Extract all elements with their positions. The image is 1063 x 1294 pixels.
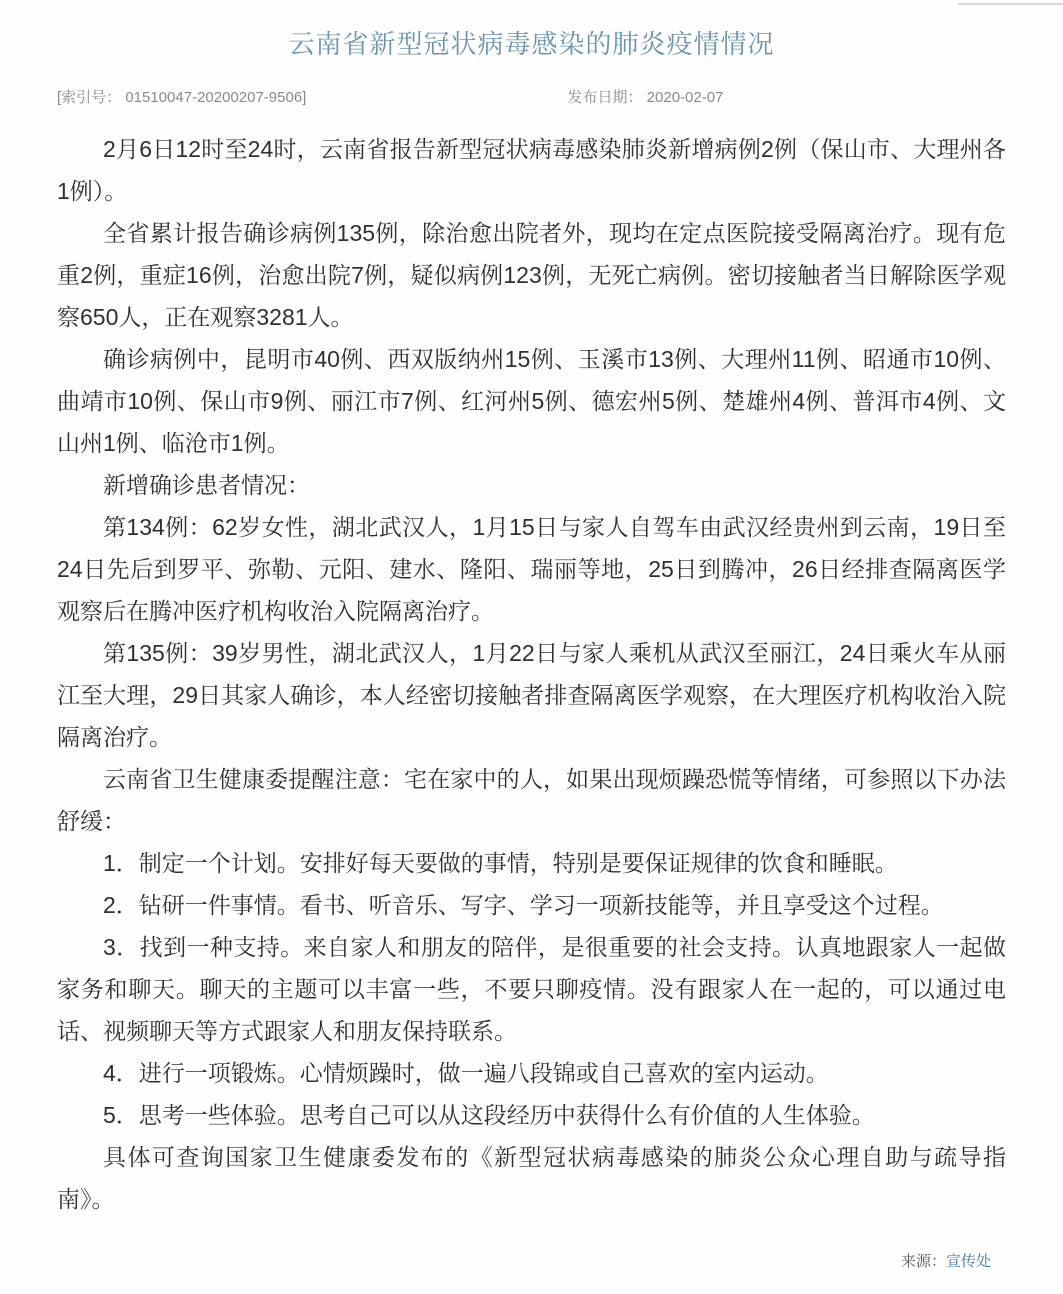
paragraph-case-135: 第135例：39岁男性，湖北武汉人，1月22日与家人乘机从武汉至丽江，24日乘火车从丽江至大理，29日其家人确诊，本人经密切接触者排查隔离医学观察，在大理医疗机构收治入院隔离治疗。	[57, 640, 1006, 750]
source-link[interactable]: 宣传处	[945, 1253, 991, 1270]
paragraph-new-cases: 2月6日12时至24时，云南省报告新型冠状病毒感染肺炎新增病例2例（保山市、大理州各1例）。	[57, 136, 1006, 204]
source-label: 来源：	[900, 1253, 946, 1270]
page-title: 云南省新型冠状病毒感染的肺炎疫情情况	[288, 29, 775, 59]
paragraph-cumulative-stats: 全省累计报告确诊病例135例，除治愈出院者外，现均在定点医院接受隔离治疗。现有危重2例，重症16例，治愈出院7例，疑似病例123例，无死亡病例。密切接触者当日解除医学观察650人，正在观察3281人。	[57, 220, 1006, 330]
list-item-exercise: 4．进行一项锻炼。心情烦躁时，做一遍八段锦或自己喜欢的室内运动。	[103, 1060, 829, 1086]
paragraph-health-reminder: 云南省卫生健康委提醒注意：宅在家中的人，如果出现烦躁恐慌等情绪，可参照以下办法舒缓：	[57, 766, 1006, 834]
list-item-make-a-plan: 1．制定一个计划。安排好每天要做的事情，特别是要保证规律的饮食和睡眠。	[103, 850, 898, 876]
document-body	[57, 128, 1006, 1220]
index-number: [索引号： 01510047-20200207-9506]	[57, 89, 307, 106]
source-row	[901, 1252, 991, 1272]
paragraph-new-patients-heading: 新增确诊患者情况：	[103, 472, 310, 498]
paragraph-cases-by-city: 确诊病例中，昆明市40例、西双版纳州15例、玉溪市13例、大理州11例、昭通市10例、曲靖市10例、保山市9例、丽江市7例、红河州5例、德宏州5例、楚雄州4例、普洱市4例、文山州1例、临沧市1例。	[57, 346, 1006, 456]
publish-date: 发布日期： 2020-02-07	[567, 89, 724, 106]
paragraph-guide-reference: 具体可查询国家卫生健康委发布的《新型冠状病毒感染的肺炎公众心理自助与疏导指南》。	[57, 1144, 1006, 1212]
list-item-reflect: 5．思考一些体验。思考自己可以从这段经历中获得什么有价值的人生体验。	[103, 1102, 875, 1128]
document-meta-row	[57, 88, 1006, 108]
top-border-artifact	[958, 3, 1063, 5]
paragraph-case-134: 第134例：62岁女性，湖北武汉人，1月15日与家人自驾车由武汉经贵州到云南，19日至24日先后到罗平、弥勒、元阳、建水、隆阳、瑞丽等地，25日到腾冲，26日经排查隔离医学观察后在腾冲医疗机构收治入院隔离治疗。	[57, 514, 1006, 624]
list-item-study-something: 2．钻研一件事情。看书、听音乐、写字、学习一项新技能等，并且享受这个过程。	[103, 892, 944, 918]
list-item-find-support: 3．找到一种支持。来自家人和朋友的陪伴，是很重要的社会支持。认真地跟家人一起做家务和聊天。聊天的主题可以丰富一些，不要只聊疫情。没有跟家人在一起的，可以通过电话、视频聊天等方式跟家人和朋友保持联系。	[57, 934, 1006, 1044]
